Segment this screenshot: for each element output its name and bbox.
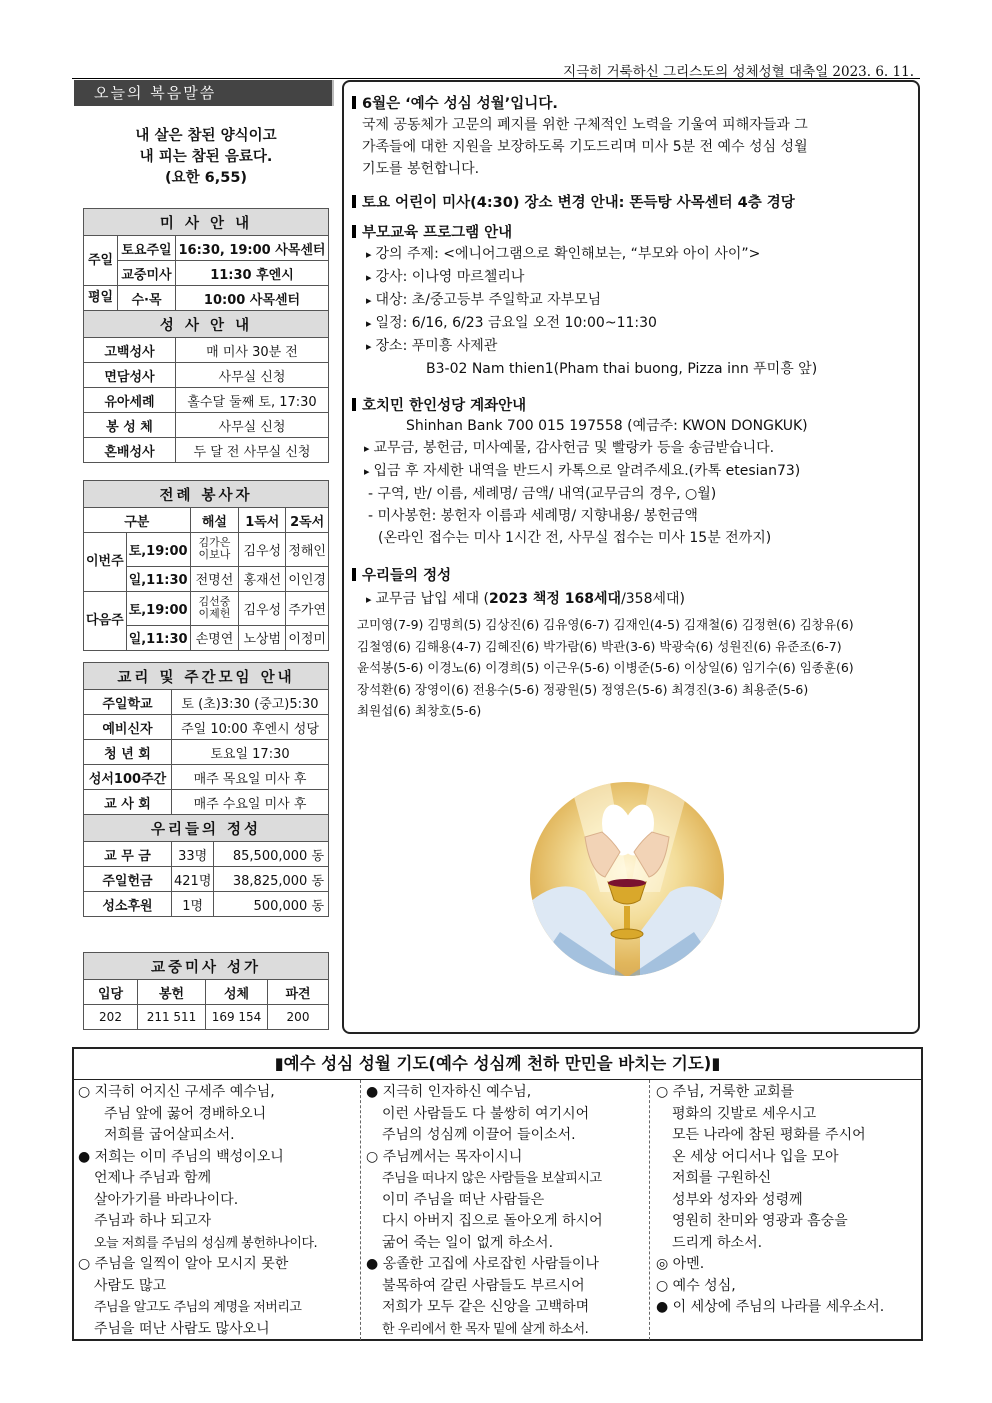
prayer-line: ○ 주님을 일찍이 알아 모시지 못한 (78, 1256, 289, 1272)
notice-line: 기도를 봉헌합니다. (362, 161, 480, 177)
prayer-line: ● 이 세상에 주님의 나라를 세우소서. (656, 1299, 885, 1315)
mass-row-name: 교중미사 (118, 261, 176, 286)
prayer-column-2 (366, 1082, 603, 1340)
hymn-number: 200 (268, 1005, 329, 1030)
prayer-line: 다시 아버지 집으로 돌아오게 하시어 (382, 1213, 603, 1229)
prayer-column-1 (78, 1082, 317, 1340)
eucharist-illustration (530, 782, 724, 976)
donor-line: 최원섭(6) 최창호(5-6) (357, 703, 482, 718)
notice-heading: 우리들의 정성 (352, 564, 451, 585)
server-reader-2: 이정미 (286, 625, 329, 650)
prayer-line: 불목하여 갈린 사람들도 부르시어 (382, 1277, 585, 1294)
prayer-line: 한 우리에서 한 목자 밑에 살게 하소서. (382, 1321, 589, 1337)
offering-name: 교 무 금 (84, 842, 172, 867)
sacrament-value: 두 달 전 사무실 신청 (176, 438, 329, 463)
hymn-header: 입당 (84, 980, 138, 1005)
column-divider (360, 1080, 361, 1340)
prayer-line: ● 저희는 이미 주님의 백성이오니 (78, 1148, 284, 1165)
meeting-name: 주일학교 (84, 690, 172, 715)
prayer-column-3 (656, 1082, 884, 1319)
server-reader-2: 정해인 (286, 533, 329, 567)
gospel-verse (82, 126, 330, 189)
prayer-line: 사람도 많고 (94, 1277, 167, 1294)
meetings-title: 교리 및 주간모임 안내 (84, 663, 329, 690)
meeting-value: 토 (초)3:30 (중고)5:30 (172, 690, 329, 715)
prayer-line: ○ 지극히 어지신 구세주 예수님, (78, 1084, 275, 1100)
notice-body (366, 243, 817, 380)
meeting-name: 교 사 회 (84, 790, 172, 815)
notice-line: 국제 공동체가 고문의 폐지를 위한 구체적인 노력을 기울여 피해자들과 그 (362, 117, 808, 133)
notice-bullet: ▸ 교무금, 봉헌금, 미사예물, 감사헌금 및 빨랑카 등을 송금받습니다. (364, 437, 808, 460)
meeting-name: 예비신자 (84, 715, 172, 740)
prayer-line: 주님을 떠나지 않은 사람들을 보살피시고 (382, 1171, 602, 1186)
prayer-line: 온 세상 어디서나 입을 모아 (672, 1148, 839, 1165)
verse-line-1: 내 살은 참된 양식이고 (135, 128, 277, 144)
server-reader-1: 노상범 (239, 625, 286, 650)
offering-name: 주일헌금 (84, 867, 172, 892)
hymns-table (83, 952, 329, 1030)
server-when: 토,19:00 (126, 533, 190, 567)
donor-name-list (357, 614, 919, 722)
offering-count: 33명 (172, 842, 214, 867)
hymn-number: 202 (84, 1005, 138, 1030)
prayer-line: 모든 나라에 참된 평화를 주시어 (672, 1127, 866, 1143)
server-commentator: 김가은 이보나 (190, 533, 239, 567)
prayer-line: 저희가 모두 같은 신앙을 고백하며 (382, 1299, 590, 1315)
mass-sacrament-table (83, 208, 329, 463)
gospel-title: 오늘의 복음말씀 (74, 80, 332, 106)
meeting-value: 매주 수요일 미사 후 (172, 790, 329, 815)
hymn-number: 211 511 (138, 1005, 206, 1030)
meetings-offering-table (83, 662, 329, 917)
mass-row-time: 16:30, 19:00 사목센터 (176, 236, 329, 261)
sacrament-info-title: 성 사 안 내 (84, 311, 329, 338)
servers-title: 전례 봉사자 (84, 481, 329, 508)
offering-amount: 500,000 동 (214, 892, 329, 917)
offering-title: 우리들의 정성 (84, 815, 329, 842)
sacrament-value: 매 미사 30분 전 (176, 338, 329, 363)
prayer-line: ○ 주님께서는 목자이시니 (366, 1148, 523, 1165)
sacrament-value: 사무실 신청 (176, 363, 329, 388)
server-commentator: 손명연 (190, 625, 239, 650)
bank-account: Shinhan Bank 700 015 197558 (예금주: KWON DONGKUK) (406, 418, 808, 434)
donor-line: 김철영(6) 김해용(4-7) 김혜진(6) 박가람(6) 박관(3-6) 박광숙(6) 성원진(6) 유준조(6-7) (357, 638, 842, 654)
mass-row-name: 수·목 (118, 286, 176, 311)
notice-line: 가족들에 대한 지원을 보장하도록 기도드리며 미사 5분 전 예수 성심 성월 (362, 139, 808, 155)
prayer-line: 드리게 하소서. (672, 1234, 763, 1251)
hymn-header: 파견 (268, 980, 329, 1005)
hymns-title: 교중미사 성가 (84, 953, 329, 980)
servers-header: 2독서 (286, 508, 329, 533)
server-when: 일,11:30 (126, 625, 190, 650)
servers-header: 해설 (190, 508, 239, 533)
households-suffix: /358세대) (621, 591, 686, 607)
next-week-label: 다음주 (84, 592, 127, 651)
offering-name: 성소후원 (84, 892, 172, 917)
verse-reference: (요한 6,55) (164, 170, 248, 186)
prayer-line: 언제나 주님과 함께 (94, 1170, 212, 1186)
server-reader-1: 김우성 (239, 592, 286, 626)
prayer-line: ○ 예수 성심, (656, 1277, 736, 1294)
prayer-line: 이미 주님을 떠난 사람들은 (382, 1191, 545, 1208)
prayer-line: 오늘 저희를 주님의 성심께 봉헌하나이다. (94, 1235, 318, 1251)
notice-body (364, 415, 808, 549)
hymn-header: 봉헌 (138, 980, 206, 1005)
notice-sub: - 미사봉헌: 봉헌자 이름과 세례명/ 지향내용/ 봉헌금액 (368, 508, 698, 524)
households-prefix: ▸ 교무금 납입 세대 ( (366, 591, 489, 607)
prayer-title-text: 예수 성심 성월 기도(예수 성심께 천하 만민을 바치는 기도) (283, 1054, 712, 1073)
notice-bullet: ▸ 일정: 6/16, 6/23 금요일 오전 10:00~11:30 (366, 312, 817, 335)
weekday-label: 평일 (84, 286, 118, 311)
notice-heading: 부모교육 프로그램 안내 (352, 221, 512, 242)
host-and-chalice-icon (530, 782, 724, 976)
prayer-line: ● 지극히 인자하신 예수님, (366, 1084, 532, 1100)
server-reader-1: 김우성 (239, 533, 286, 567)
header-divider (72, 78, 920, 79)
sacrament-name: 유아세례 (84, 388, 176, 413)
sacrament-name: 혼배성사 (84, 438, 176, 463)
households-assessed: 2023 책정 168세대 (489, 591, 622, 607)
prayer-line: ◎ 아멘. (656, 1256, 705, 1272)
notice-bullet: ▸ 강사: 이나영 마르첼리나 (366, 266, 817, 289)
server-reader-2: 이인경 (286, 566, 329, 591)
notice-body (362, 114, 808, 180)
server-commentator: 전명선 (190, 566, 239, 591)
donor-line: 윤석봉(5-6) 이경노(6) 이경희(5) 이근우(5-6) 이병준(5-6) 이상일(6) 임기수(6) 임종훈(6) (357, 660, 854, 675)
offering-count: 1명 (172, 892, 214, 917)
prayer-line: 성부와 성자와 성령께 (672, 1191, 803, 1208)
sacrament-value: 사무실 신청 (176, 413, 329, 438)
prayer-line: 저희를 구원하신 (672, 1170, 772, 1186)
verse-line-2: 내 피는 참된 음료다. (139, 149, 273, 165)
this-week-label: 이번주 (84, 533, 127, 592)
meeting-value: 매주 목요일 미사 후 (172, 765, 329, 790)
prayer-line: 영원히 찬미와 영광과 흠숭을 (672, 1213, 848, 1229)
sacrament-value: 홀수달 둘째 토, 17:30 (176, 388, 329, 413)
bulletin-date-header: 지극히 거룩하신 그리스도의 성체성혈 대축일 2023. 6. 11. (563, 64, 914, 80)
sacrament-name: 면담성사 (84, 363, 176, 388)
mass-row-name: 토요주일 (118, 236, 176, 261)
prayer-line: 저희를 굽어살피소서. (104, 1127, 235, 1143)
prayer-line: 살아가기를 바라나이다. (94, 1191, 239, 1208)
server-reader-1: 홍재선 (239, 566, 286, 591)
notice-sub: - 구역, 반/ 이름, 세례명/ 금액/ 내역(교무금의 경우, ○월) (368, 486, 717, 502)
sacrament-name: 고백성사 (84, 338, 176, 363)
liturgy-servers-table (83, 480, 329, 651)
prayer-title (74, 1049, 921, 1080)
meeting-value: 주일 10:00 후엔시 성당 (172, 715, 329, 740)
sacrament-name: 봉 성 체 (84, 413, 176, 438)
prayer-line: 주님을 떠난 사람도 많사오니 (94, 1320, 270, 1337)
notice-sub: (온라인 접수는 미사 1시간 전, 사무실 접수는 미사 15분 전까지) (378, 530, 772, 546)
donor-line: 장석환(6) 장영이(6) 전용수(5-6) 정광원(5) 정영은(5-6) 최경진(3-6) 최용준(5-6) (357, 681, 809, 697)
sunday-label: 주일 (84, 236, 118, 286)
prayer-line: 주님의 성심께 이끌어 들이소서. (382, 1127, 576, 1143)
mass-row-time: 11:30 후엔시 (176, 261, 329, 286)
offering-count: 421명 (172, 867, 214, 892)
meeting-name: 청 년 회 (84, 740, 172, 765)
prayer-line: ○ 주님, 거룩한 교회를 (656, 1084, 795, 1100)
prayer-line: 굶어 죽는 일이 없게 하소서. (382, 1234, 554, 1251)
meeting-value: 토요일 17:30 (172, 740, 329, 765)
servers-header: 구분 (84, 508, 191, 533)
notice-bullet: ▸ 대상: 초/중고등부 주일학교 자부모님 (366, 289, 817, 312)
notice-bullet: ▸ 입금 후 자세한 내역을 반드시 카톡으로 알려주세요.(카톡 etesian73) (364, 460, 808, 483)
notice-address: B3-02 Nam thien1(Pham thai buong, Pizza inn 푸미흥 앞) (426, 361, 818, 377)
prayer-line: 평화의 깃발로 세우시고 (672, 1105, 817, 1122)
notice-bullet: ▸ 장소: 푸미흥 사제관 (366, 335, 817, 358)
prayer-line: 주님 앞에 꿇어 경배하오니 (104, 1105, 267, 1122)
donor-line: 고미영(7-9) 김명희(5) 김상진(6) 김유영(6-7) 김재인(4-5) 김재철(6) 김정현(6) 김창유(6) (357, 617, 854, 632)
notice-heading: 6월은 ‘예수 성심 성월’입니다. (352, 92, 558, 113)
offering-households (366, 588, 685, 611)
server-when: 토,19:00 (126, 592, 190, 626)
prayer-line: 주님을 알고도 주님의 계명을 저버리고 (94, 1300, 302, 1315)
offering-amount: 85,500,000 동 (214, 842, 329, 867)
server-when: 일,11:30 (126, 566, 190, 591)
hymn-number: 169 154 (206, 1005, 268, 1030)
hymn-header: 성체 (206, 980, 268, 1005)
servers-header: 1독서 (239, 508, 286, 533)
notice-heading: 토요 어린이 미사(4:30) 장소 변경 안내: 똔득탕 사목센터 4층 경당 (352, 191, 795, 212)
notice-bullet: ▸ 강의 주제: <에니어그램으로 확인해보는, “부모와 아이 사이”> (366, 243, 817, 266)
prayer-line: 이런 사람들도 다 불쌍히 여기시어 (382, 1105, 590, 1122)
server-reader-2: 주가연 (286, 592, 329, 626)
title-marker-icon: ▮ (711, 1054, 721, 1073)
meeting-name: 성서100주간 (84, 765, 172, 790)
column-divider (649, 1080, 650, 1340)
prayer-line: 주님과 하나 되고자 (94, 1213, 212, 1229)
server-commentator: 김선중 이제헌 (190, 592, 239, 626)
prayer-line: ● 옹졸한 고집에 사로잡힌 사람들이나 (366, 1256, 599, 1272)
notice-heading: 호치민 한인성당 계좌안내 (352, 394, 526, 415)
mass-info-title: 미 사 안 내 (84, 209, 329, 236)
mass-row-time: 10:00 사목센터 (176, 286, 329, 311)
offering-amount: 38,825,000 동 (214, 867, 329, 892)
title-marker-icon: ▮ (274, 1054, 284, 1073)
